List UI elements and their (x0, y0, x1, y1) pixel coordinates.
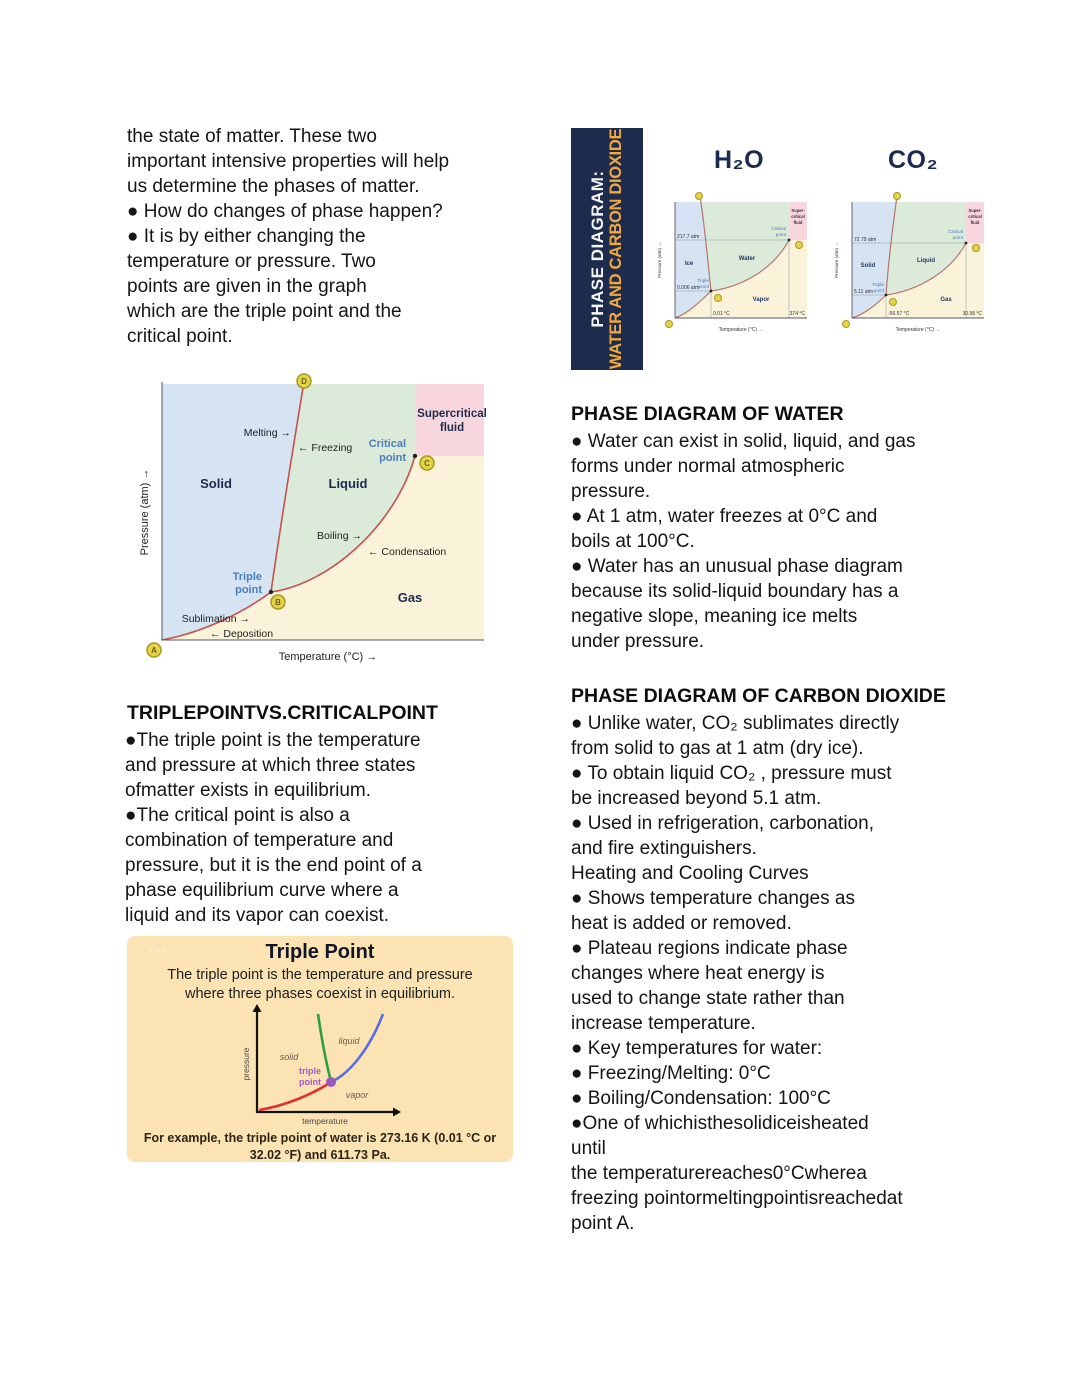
text-line: pressure, but it is the end point of a (125, 855, 422, 876)
text-line: the temperaturereaches0°Cwherea (571, 1163, 867, 1184)
co2-diagram-svg (826, 188, 996, 343)
card-temperature-axis-label: temperature (302, 1116, 348, 1126)
water-section-heading: PHASE DIAGRAM OF WATER (571, 403, 844, 425)
text-line: because its solid-liquid boundary has a (571, 581, 899, 602)
text-line: freezing pointormeltingpointisreachedat (571, 1188, 903, 1209)
banner-line-2: WATER AND CARBON DIOXIDE (607, 128, 625, 370)
text-line: under pressure. (571, 631, 705, 652)
text-line: ●The triple point is the temperature (125, 730, 421, 751)
text-line: ● Water has an unusual phase diagram (571, 556, 903, 577)
card-pressure-axis-label: pressure (241, 1047, 251, 1081)
svg-text:C: C (424, 459, 430, 468)
h2o-triple-dot (710, 290, 713, 293)
banner-text (588, 129, 626, 369)
text-line: which are the triple point and the (127, 301, 402, 322)
h2o-water-label: Water (738, 256, 756, 262)
text-line: ● Shows temperature changes as (571, 888, 855, 909)
text-line: temperature or pressure. Two (127, 251, 376, 272)
h2o-critical-point-label-1: Critical (771, 227, 786, 232)
co2-marker-origin (843, 321, 850, 328)
text-line: points are given in the graph (127, 276, 367, 297)
h2o-triple-temp-label: 0.01 °C (713, 311, 730, 317)
co2-pressure-axis-label: Pressure (atm) → (834, 242, 839, 278)
marker-c (420, 456, 434, 470)
co2-solid-label: Solid (860, 263, 876, 269)
h2o-supercritical-label-1: Super- (791, 208, 805, 213)
svg-text:D: D (301, 377, 307, 386)
text-line: used to change state rather than (571, 988, 845, 1009)
co2-critical-point-label-1: Critical (948, 230, 963, 235)
triple-point-card (127, 936, 513, 1162)
h2o-critical-point-label-2: point (775, 233, 786, 238)
marker-a (147, 643, 161, 657)
co2-critical-pressure-label: 72.79 atm (854, 237, 877, 243)
card-dots-icon: ••• (149, 944, 170, 956)
card-triple-label-1: triple (298, 1066, 321, 1076)
h2o-triple-pressure-label: 0.006 atm (677, 285, 700, 291)
card-diagram-svg (223, 1002, 423, 1130)
text-line: boils at 100°C. (571, 531, 695, 552)
water-section-paragraph (571, 429, 916, 654)
h2o-marker-critical (796, 242, 803, 249)
card-subtitle-line: where three phases coexist in equilibrium. (185, 986, 455, 1002)
x-axis-arrowhead (393, 1108, 401, 1117)
triple-vs-critical-paragraph (125, 728, 422, 928)
banner (571, 128, 643, 370)
text-line: negative slope, meaning ice melts (571, 606, 858, 627)
critical-point-dot (413, 454, 417, 458)
co2-supercritical-label-2: critical (968, 214, 982, 219)
text-line: us determine the phases of matter. (127, 176, 420, 197)
text-line: ● Unlike water, CO₂ sublimates directly (571, 713, 900, 734)
h2o-critical-pressure-label: 217.7 atm (677, 234, 700, 240)
text-line: Heating and Cooling Curves (571, 863, 809, 884)
triple-point-dot (269, 590, 273, 594)
marker-d (297, 374, 311, 388)
card-liquid-label: liquid (338, 1036, 360, 1046)
card-footer-line: 32.02 °F) and 611.73 Pa. (249, 1148, 391, 1162)
svg-text:A: A (151, 646, 157, 655)
h2o-marker-top (696, 193, 703, 200)
deposition-label: ← Deposition (210, 628, 274, 640)
triple-point-label-1: Triple (232, 571, 262, 583)
freezing-label: ← Freezing (298, 442, 353, 454)
card-vapor-label: vapor (345, 1090, 369, 1100)
text-line: ● Used in refrigeration, carbonation, (571, 813, 874, 834)
h2o-ice-label: Ice (684, 261, 694, 267)
text-line: ofmatter exists in equilibrium. (125, 780, 372, 801)
text-line: ● It is by either changing the (127, 226, 366, 247)
liquid-region-label: Liquid (328, 476, 368, 491)
card-solid-label: solid (279, 1052, 299, 1062)
marker-b (271, 595, 285, 609)
melting-label: Melting → (243, 427, 291, 439)
h2o-triple-point-label-2: point (698, 285, 709, 290)
text-line: ● Boiling/Condensation: 100°C (571, 1088, 831, 1109)
co2-critical-temp-label: 30.98 °C (962, 311, 982, 317)
solid-region-label: Solid (200, 476, 232, 491)
co2-triple-point-label-2: point (873, 289, 884, 294)
text-line: the state of matter. These two (127, 126, 377, 147)
text-line: ● Key temperatures for water: (571, 1038, 823, 1059)
text-line: ● To obtain liquid CO₂ , pressure must (571, 763, 892, 784)
card-vapor-line (331, 1014, 383, 1082)
svg-text:B: B (275, 598, 281, 607)
h2o-critical-temp-label: 374 °C (789, 311, 805, 317)
text-line: from solid to gas at 1 atm (dry ice). (571, 738, 864, 759)
co2-critical-point-label-2: point (952, 236, 963, 241)
phase-diagram-composite-image (571, 128, 995, 370)
co2-triple-temp-label: -56.57 °C (888, 311, 910, 317)
text-line: ● How do changes of phase happen? (127, 201, 443, 222)
pressure-axis-label: Pressure (atm) → (139, 468, 151, 556)
h2o-critical-dot (788, 239, 791, 242)
h2o-triple-point-label-1: Triple (697, 279, 709, 284)
intro-paragraph (127, 124, 449, 349)
text-line: increase temperature. (571, 1013, 756, 1034)
supercritical-label-1: Supercritical (417, 408, 487, 420)
text-line: and fire extinguishers. (571, 838, 757, 859)
co2-section-heading: PHASE DIAGRAM OF CARBON DIOXIDE (571, 685, 946, 707)
supercritical-label-2: fluid (439, 422, 465, 434)
text-line: be increased beyond 5.1 atm. (571, 788, 822, 809)
co2-section-paragraph (571, 711, 903, 1236)
co2-temperature-axis-label: Temperature (°C) → (895, 327, 941, 333)
critical-point-label-2: point (379, 452, 406, 464)
text-line: point A. (571, 1213, 635, 1234)
phase-diagram-svg (138, 372, 490, 666)
sublimation-label: Sublimation → (181, 613, 250, 625)
text-line: until (571, 1138, 606, 1159)
text-line: forms under normal atmospheric (571, 456, 845, 477)
text-line: ●One of whichisthesolidiceisheated (571, 1113, 869, 1134)
co2-liquid-label: Liquid (917, 258, 935, 264)
h2o-supercritical-label-2: critical (791, 214, 805, 219)
card-subtitle-line: The triple point is the temperature and pressure (167, 967, 473, 983)
text-line: important intensive properties will help (127, 151, 450, 172)
card-triple-point-dot (326, 1077, 336, 1087)
h2o-temperature-axis-label: Temperature (°C) → (718, 327, 764, 333)
h2o-diagram-svg (649, 188, 819, 343)
h2o-marker-triple (715, 295, 722, 302)
text-line: ● Freezing/Melting: 0°C (571, 1063, 771, 1084)
critical-point-label-1: Critical (368, 438, 406, 450)
co2-triple-dot (885, 294, 888, 297)
h2o-supercritical-label-3: fluid (793, 220, 803, 225)
card-footer-line: For example, the triple point of water is 273.16 K (0.01 °C or (143, 1131, 497, 1145)
text-line: heat is added or removed. (571, 913, 792, 934)
co2-gas-label: Gas (940, 297, 952, 303)
co2-supercritical-label-1: Super- (968, 208, 982, 213)
h2o-title: H₂O (713, 146, 765, 174)
card-title: Triple Point (265, 941, 375, 963)
co2-critical-dot (965, 242, 968, 245)
supercritical-region-shape (415, 384, 484, 456)
co2-triple-point-label-1: Triple (872, 283, 884, 288)
boiling-label: Boiling → (317, 530, 362, 542)
y-axis-arrowhead (253, 1004, 262, 1012)
temperature-axis-label: Temperature (°C) → (278, 651, 378, 663)
text-line: ● Water can exist in solid, liquid, and gas (571, 431, 916, 452)
co2-marker-top (894, 193, 901, 200)
triple-point-label-2: point (235, 584, 262, 596)
co2-title: CO₂ (887, 146, 939, 174)
phase-diagram-figure (138, 372, 490, 671)
h2o-pressure-axis-label: Pressure (atm) → (657, 242, 662, 278)
card-subtitle (127, 966, 513, 1004)
banner-line-1: PHASE DIAGRAM: (588, 170, 607, 328)
co2-marker-critical (973, 245, 980, 252)
h2o-vapor-label: Vapor (752, 297, 770, 303)
text-line: ● Plateau regions indicate phase (571, 938, 848, 959)
section-heading-triple-vs-critical: TRIPLEPOINTVS.CRITICALPOINT (127, 702, 438, 724)
text-line: and pressure at which three states (125, 755, 416, 776)
text-line: ●The critical point is also a (125, 805, 350, 826)
text-line: pressure. (571, 481, 651, 502)
gas-region-label: Gas (397, 590, 423, 605)
co2-marker-triple (890, 299, 897, 306)
text-line: changes where heat energy is (571, 963, 825, 984)
text-line: combination of temperature and (125, 830, 394, 851)
condensation-label: ← Condensation (368, 546, 447, 558)
text-line: ● At 1 atm, water freezes at 0°C and (571, 506, 878, 527)
co2-supercritical-label-3: fluid (970, 220, 980, 225)
co2-triple-pressure-label: 5.11 atm (854, 289, 874, 295)
card-footer (127, 1130, 513, 1164)
text-line: phase equilibrium curve where a (125, 880, 399, 901)
text-line: liquid and its vapor can coexist. (125, 905, 390, 926)
text-line: critical point. (127, 326, 233, 347)
h2o-marker-origin (666, 321, 673, 328)
card-triple-label-2: point (299, 1077, 321, 1087)
